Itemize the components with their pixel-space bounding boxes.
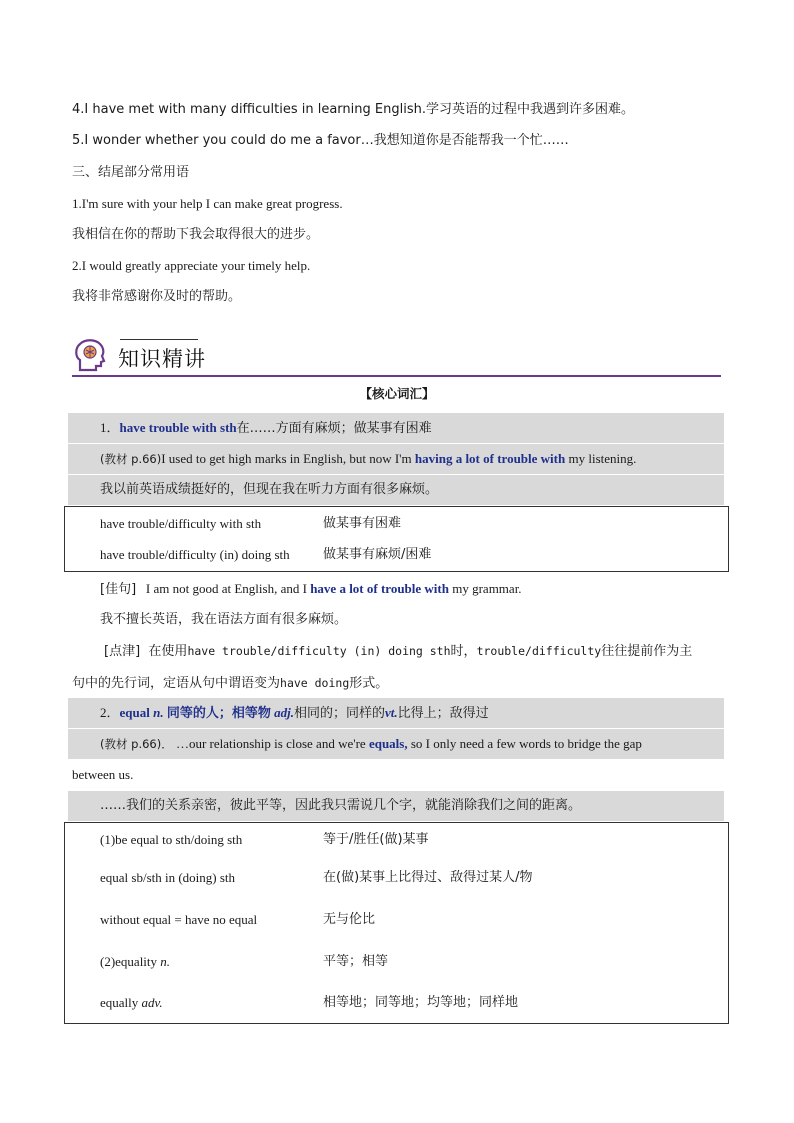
item2-usage-cn-2: 在(做)某事上比得过、敌得过某人/物	[323, 870, 533, 885]
item1-tip-line2	[72, 674, 388, 693]
good-sentence-pre: I am not good at English, and I	[145, 581, 311, 596]
good-sentence-label: [佳句]	[100, 582, 137, 597]
item1-number: 1．	[100, 420, 120, 435]
text-line-closing-2: 2.I would greatly appreciate your timely help.	[72, 258, 311, 273]
item1-phrase: have trouble with sth	[119, 420, 237, 435]
tip-text-c: 时，	[450, 644, 477, 659]
item1-meaning: 在……方面有麻烦；做某事有困难	[236, 421, 432, 436]
usage-pos-n: n.	[160, 954, 171, 969]
text-line-closing-2-cn: 我将非常感谢你及时的帮助。	[72, 289, 242, 304]
item2-usage-cn-4: 平等；相等	[323, 954, 389, 969]
tip-text-h: 形式。	[349, 676, 389, 691]
good-sentence-post: my grammar.	[448, 581, 522, 596]
text-line-4: 4.I have met with many difficulties in learning English.学习英语的过程中我遇到许多困难。	[72, 102, 634, 117]
item2-example-translation: ……我们的关系亲密，彼此平等，因此我只需说几个字，就能消除我们之间的距离。	[100, 798, 582, 813]
item1-good-sentence-translation: 我不擅长英语，我在语法方面有很多麻烦。	[100, 612, 348, 627]
item1-example-source: (教材 p.66)	[100, 452, 162, 466]
item1-example-translation: 我以前英语成绩挺好的，但现在我在听力方面有很多麻烦。	[100, 482, 439, 497]
item1-example	[100, 450, 636, 468]
item2-example-post: so I only need a few words to bridge the gap	[407, 736, 642, 751]
item2-usage-en-5	[100, 994, 163, 1012]
item2-example	[100, 735, 722, 753]
tip-word: trouble/difficulty	[476, 644, 602, 658]
item1-usage-en-1: have trouble/difficulty with sth	[100, 516, 262, 531]
item2-pos-vt: vt.	[385, 705, 398, 720]
item2-header	[100, 704, 489, 723]
item2-example-cont-band	[68, 760, 724, 790]
item1-usage-cn-2: 做某事有麻烦/困难	[323, 547, 432, 562]
item2-usage-en-4	[100, 953, 170, 971]
item2-example-pre: …our relationship is close and we're	[175, 736, 369, 751]
item1-tip-line1	[104, 642, 692, 661]
tip-text-e: 往往提前作为主	[601, 644, 693, 659]
item2-meaning-adj: 相同的；同样的	[293, 706, 385, 721]
usage-pos-adv: adv.	[141, 995, 163, 1010]
item2-usage-cn-3: 无与伦比	[323, 912, 376, 927]
item2-usage-en-2: equal sb/sth in (doing) sth	[100, 870, 236, 885]
section-title-overline	[120, 339, 198, 340]
item1-header	[100, 419, 432, 438]
item2-example-source: (教材 p.66)．	[100, 737, 173, 751]
item1-example-highlight: having a lot of trouble with	[414, 451, 566, 466]
head-with-brain-icon	[72, 336, 110, 374]
tip-label: [点津]	[104, 644, 141, 659]
core-vocab-subtitle: 【核心词汇】	[359, 386, 435, 401]
text-line-5: 5.I wonder whether you could do me a favor…我想知道你是否能帮我一个忙……	[72, 133, 569, 148]
item1-usage-cn-1: 做某事有困难	[323, 516, 402, 531]
item2-number: 2．	[100, 705, 120, 720]
item2-meaning-n: 同等的人；相等物	[166, 706, 271, 721]
item2-usage-en-3: without equal = have no equal	[100, 912, 258, 927]
item1-example-pre: I used to get high marks in English, but now I'm	[161, 451, 415, 466]
item2-example-highlight: equals,	[368, 736, 408, 751]
item1-good-sentence	[100, 580, 522, 599]
tip-text-a: 在使用	[148, 644, 188, 659]
section-heading-closing: 三、结尾部分常用语	[72, 165, 190, 180]
item2-word: equal	[119, 705, 150, 720]
item2-pos-n: n.	[153, 705, 164, 720]
item2-usage-en-1: (1)be equal to sth/doing sth	[100, 832, 243, 847]
item2-example-continued: between us.	[72, 767, 134, 782]
item2-usage-table	[64, 822, 729, 1024]
section-title: 知识精讲	[118, 347, 206, 371]
good-sentence-highlight: have a lot of trouble with	[310, 581, 449, 596]
text-line-closing-1-cn: 我相信在你的帮助下我会取得很大的进步。	[72, 227, 320, 242]
item2-usage-cn-1: 等于/胜任(做)某事	[323, 832, 429, 847]
tip-phrase: have trouble/difficulty (in) doing sth	[187, 644, 451, 658]
item1-usage-en-2: have trouble/difficulty (in) doing sth	[100, 547, 290, 562]
tip-text-f: 句中的先行词，定语从句中谓语变为	[72, 676, 281, 691]
item1-usage-table	[64, 506, 729, 572]
item2-usage-cn-5: 相等地；同等地；均等地；同样地	[323, 995, 519, 1010]
section-divider	[72, 375, 721, 377]
usage-word-equality: (2)equality	[100, 954, 161, 969]
usage-word-equally: equally	[100, 995, 142, 1010]
item2-meaning-vt: 比得上；敌得过	[397, 706, 489, 721]
tip-form: have doing	[280, 676, 350, 690]
item2-pos-adj: adj.	[274, 705, 294, 720]
text-line-closing-1: 1.I'm sure with your help I can make great progress.	[72, 196, 343, 211]
item1-example-post: my listening.	[565, 451, 637, 466]
